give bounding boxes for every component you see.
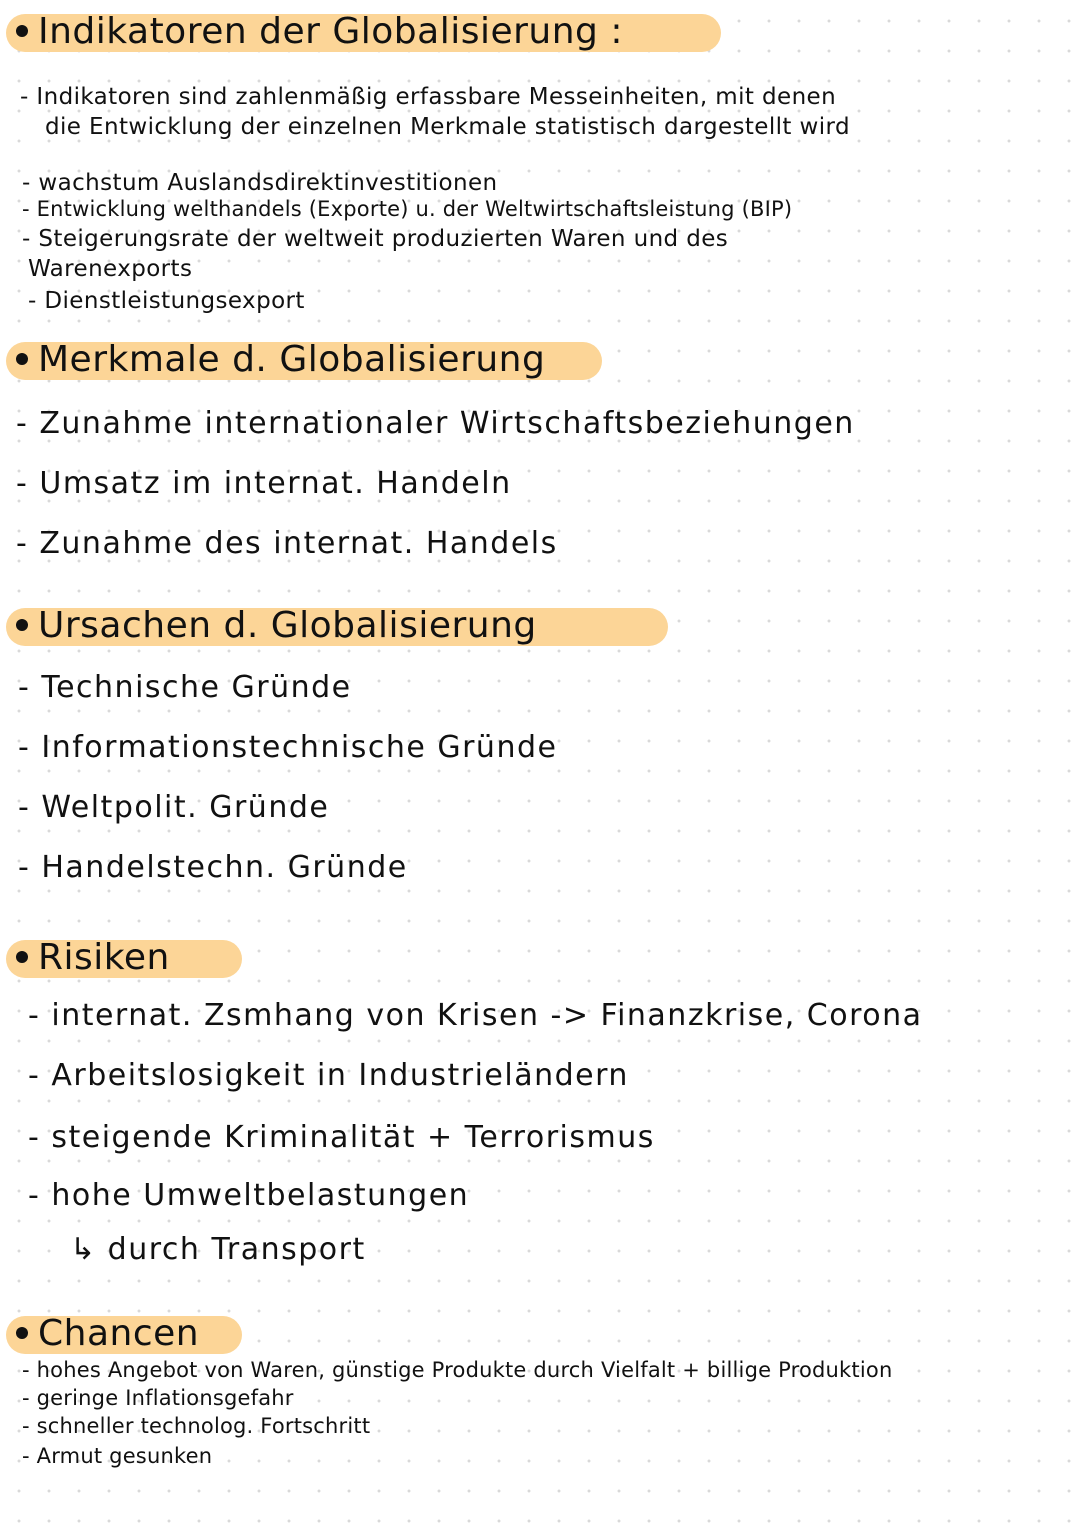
bullet-icon bbox=[16, 25, 28, 37]
merkmale-line: - Umsatz im internat. Handeln bbox=[16, 466, 512, 501]
indikatoren-line: - Indikatoren sind zahlenmäßig erfassbare Messeinheiten, mit denen bbox=[20, 84, 837, 110]
chancen-line: - hohes Angebot von Waren, günstige Produkte durch Vielfalt + billige Produktion bbox=[22, 1358, 893, 1382]
ursachen-heading bbox=[6, 602, 537, 648]
bullet-icon bbox=[16, 951, 28, 963]
risiken-line: ↳ durch Transport bbox=[70, 1232, 366, 1267]
indikatoren-line: - Steigerungsrate der weltweit produzierten Waren und des bbox=[22, 226, 729, 252]
merkmale-line: - Zunahme des internat. Handels bbox=[16, 526, 558, 561]
indikatoren-line: - Entwicklung welthandels (Exporte) u. der Weltwirtschaftsleistung (BIP) bbox=[22, 197, 793, 221]
merkmale-line: - Zunahme internationaler Wirtschaftsbeziehungen bbox=[16, 406, 855, 441]
ursachen-line: - Technische Gründe bbox=[18, 670, 352, 705]
risiken-heading bbox=[6, 934, 170, 980]
indikatoren-line: Warenexports bbox=[28, 256, 193, 282]
bullet-icon bbox=[16, 353, 28, 365]
bullet-icon bbox=[16, 1327, 28, 1339]
chancen-heading bbox=[6, 1310, 199, 1356]
ursachen-line: - Weltpolit. Gründe bbox=[18, 790, 330, 825]
risiken-line: - Arbeitslosigkeit in Industrieländern bbox=[28, 1058, 629, 1093]
indikatoren-line: - Dienstleistungsexport bbox=[28, 288, 305, 314]
indikatoren-heading-text: Indikatoren der Globalisierung : bbox=[38, 10, 623, 52]
chancen-line: - Armut gesunken bbox=[22, 1444, 213, 1468]
indikatoren-line: - wachstum Auslandsdirektinvestitionen bbox=[22, 170, 498, 196]
merkmale-heading-text: Merkmale d. Globalisierung bbox=[38, 338, 546, 380]
ursachen-line: - Handelstechn. Gründe bbox=[18, 850, 408, 885]
risiken-heading-text: Risiken bbox=[38, 936, 170, 978]
merkmale-heading bbox=[6, 336, 545, 382]
chancen-line: - schneller technolog. Fortschritt bbox=[22, 1414, 371, 1438]
ursachen-line: - Informationstechnische Gründe bbox=[18, 730, 558, 765]
risiken-line: - steigende Kriminalität + Terrorismus bbox=[28, 1120, 655, 1155]
chancen-line: - geringe Inflationsgefahr bbox=[22, 1386, 294, 1410]
ursachen-heading-text: Ursachen d. Globalisierung bbox=[38, 604, 537, 646]
bullet-icon bbox=[16, 619, 28, 631]
indikatoren-heading bbox=[6, 8, 623, 54]
chancen-heading-text: Chancen bbox=[38, 1312, 200, 1354]
risiken-line: - hohe Umweltbelastungen bbox=[28, 1178, 470, 1213]
indikatoren-line: die Entwicklung der einzelnen Merkmale statistisch dargestellt wird bbox=[45, 114, 851, 140]
risiken-line: - internat. Zsmhang von Krisen -> Finanzkrise, Corona bbox=[28, 998, 923, 1033]
